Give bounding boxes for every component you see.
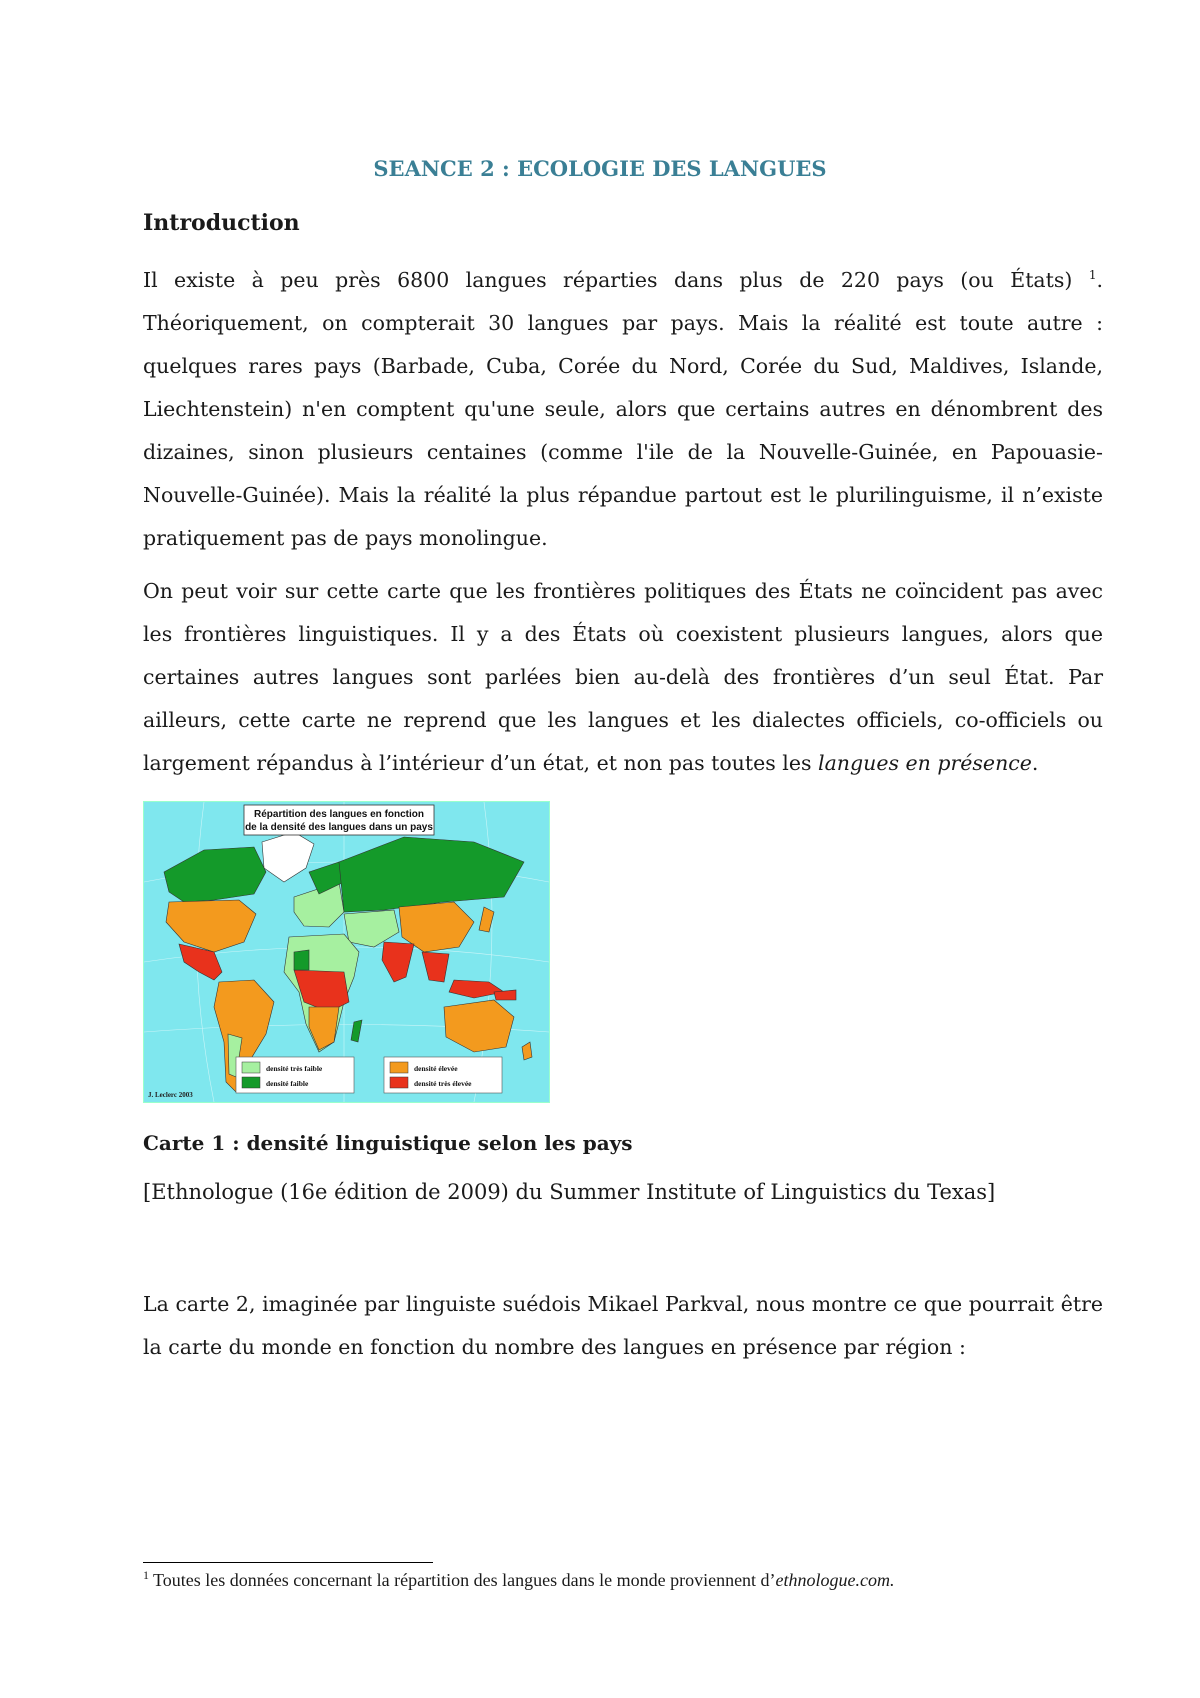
legend-label: densité très faible xyxy=(266,1064,323,1073)
paragraph-map2: La carte 2, imaginée par linguiste suédois Mikael Parkval, nous montre ce que pourrait être la carte du monde en fonction du nombre des langues en présence par région : xyxy=(143,1292,1103,1359)
legend-swatch xyxy=(242,1062,260,1073)
legend-label: densité très élevée xyxy=(414,1079,472,1088)
paragraph-intro xyxy=(143,259,1103,560)
paragraph-map-description xyxy=(143,570,1103,785)
map-caption: Carte 1 : densité linguistique selon les pays xyxy=(143,1131,633,1155)
legend-swatch xyxy=(390,1077,408,1088)
section-heading: Introduction xyxy=(143,210,300,236)
legend-swatch xyxy=(242,1077,260,1088)
map-credit: J. Leclerc 2003 xyxy=(148,1091,193,1099)
map-source: [Ethnologue (16e édition de 2009) du Summer Institute of Linguistics du Texas] xyxy=(143,1180,996,1204)
legend-swatch xyxy=(390,1062,408,1073)
paragraph-map-text: On peut voir sur cette carte que les frontières politiques des États ne coïncident pas avec les frontières linguistiques. Il y a des États où coexistent plusieurs langues, alors que certaines autres langues sont parlées bien au-delà des frontières d’un seul État. Par ailleurs, cette carte ne reprend que les langues et les dialectes officiels, co-officiels ou largement répandus à l’intérieur d’un état, et non pas toutes les xyxy=(143,579,1103,775)
world-map-image xyxy=(144,802,549,1102)
map-title-line2: de la densité des langues dans un pays xyxy=(245,822,433,833)
page-title: SEANCE 2 : ECOLOGIE DES LANGUES xyxy=(373,156,827,181)
map-region-west-africa xyxy=(294,950,309,970)
footnote-text: Toutes les données concernant la répartition des langues dans le monde proviennent d’ xyxy=(153,1570,776,1590)
footnote xyxy=(143,1570,895,1591)
paragraph-intro-text: Il existe à peu près 6800 langues réparties dans plus de 220 pays (ou États) xyxy=(143,268,1073,292)
footnote-reference[interactable]: 1 xyxy=(1088,268,1097,283)
footnote-separator xyxy=(143,1562,433,1563)
footnote-link[interactable]: ethnologue.com. xyxy=(775,1570,895,1590)
map-region-new-guinea xyxy=(494,990,516,1000)
paragraph-map-end: . xyxy=(1031,751,1039,775)
legend-label: densité faible xyxy=(266,1079,309,1088)
emphasis-text: langues en présence xyxy=(818,751,1032,775)
paragraph-intro-text-end: . Théoriquement, on compterait 30 langues par pays. Mais la réalité est toute autre : quelques rares pays (Barbade, Cuba, Corée du Nord, Corée du Sud, Maldives, Islande, Liechtenstein) n'en comptent qu'une seule, alors que certains autres en dénombrent des dizaines, sinon plusieurs centaines (comme l'ile de la Nouvelle-Guinée, en Papouasie-Nouvelle-Guinée). Mais la réalité la plus répandue partout est le plurilinguisme, il n’existe pratiquement pas de pays monolingue. xyxy=(143,268,1103,550)
footnote-number: 1 xyxy=(143,1568,149,1582)
map-title-line1: Répartition des langues en fonction xyxy=(253,809,425,820)
legend-label: densité élevée xyxy=(414,1064,458,1073)
language-density-map xyxy=(143,801,550,1103)
